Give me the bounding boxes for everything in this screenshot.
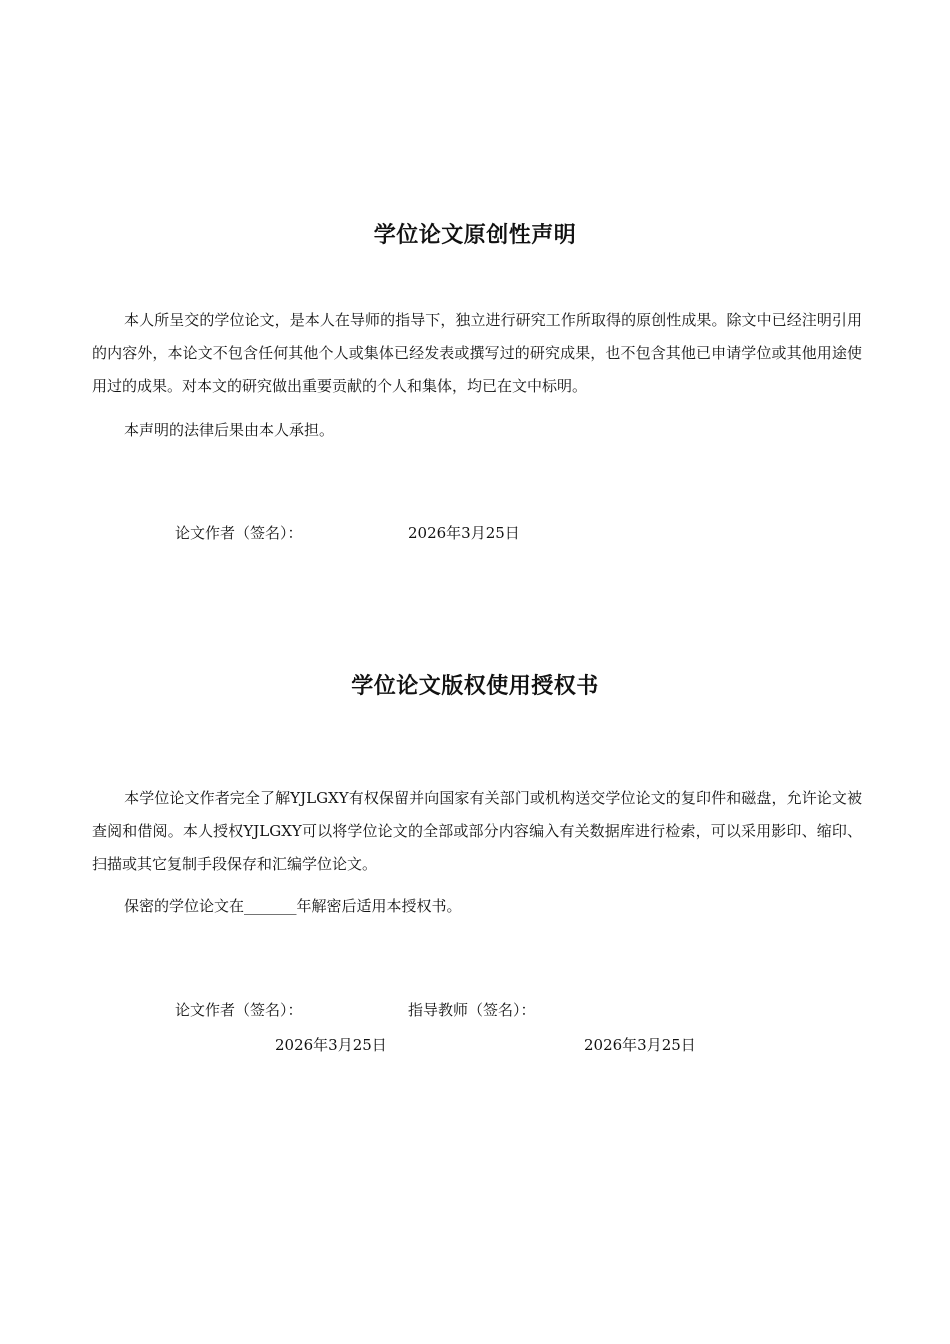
declaration-liability-text: 本声明的法律后果由本人承担。 — [124, 421, 335, 439]
declaration-liability-paragraph — [92, 414, 862, 447]
authorization-advisor-date: 2026年3月25日 — [584, 1036, 696, 1054]
declaration-author-signature-label: 论文作者（签名）： — [175, 524, 303, 542]
authorization-author-signature-label: 论文作者（签名）： — [175, 1001, 303, 1019]
authorization-paragraph — [92, 782, 862, 881]
authorization-paragraph-text: 本学位论文作者完全了解YJLGXY有权保留并向国家有关部门或机构送交学位论文的复印件和磁盘，允许论文被查阅和借阅。本人授权YJLGXY可以将学位论文的全部或部分内容编入有关数据库进行检索，可以采用影印、缩印、扫描或其它复制手段保存和汇编学位论文。 — [92, 789, 862, 873]
declaration-title: 学位论文原创性声明 — [373, 223, 577, 248]
authorization-confidential-paragraph — [92, 890, 862, 923]
declaration-date: 2026年3月25日 — [408, 524, 520, 542]
declaration-paragraph-text: 本人所呈交的学位论文，是本人在导师的指导下，独立进行研究工作所取得的原创性成果。除文中已经注明引用的内容外，本论文不包含任何其他个人或集体已经发表或撰写过的研究成果，也不包含其他已申请学位或其他用途使用过的成果。对本文的研究做出重要贡献的个人和集体，均已在文中标明。 — [92, 311, 862, 395]
authorization-author-date: 2026年3月25日 — [275, 1036, 387, 1054]
authorization-confidential-text: 保密的学位论文在_______年解密后适用本授权书。 — [124, 897, 462, 915]
authorization-advisor-signature-label: 指导教师（签名）： — [408, 1001, 536, 1019]
authorization-title: 学位论文版权使用授权书 — [351, 674, 599, 699]
declaration-paragraph — [92, 304, 862, 403]
